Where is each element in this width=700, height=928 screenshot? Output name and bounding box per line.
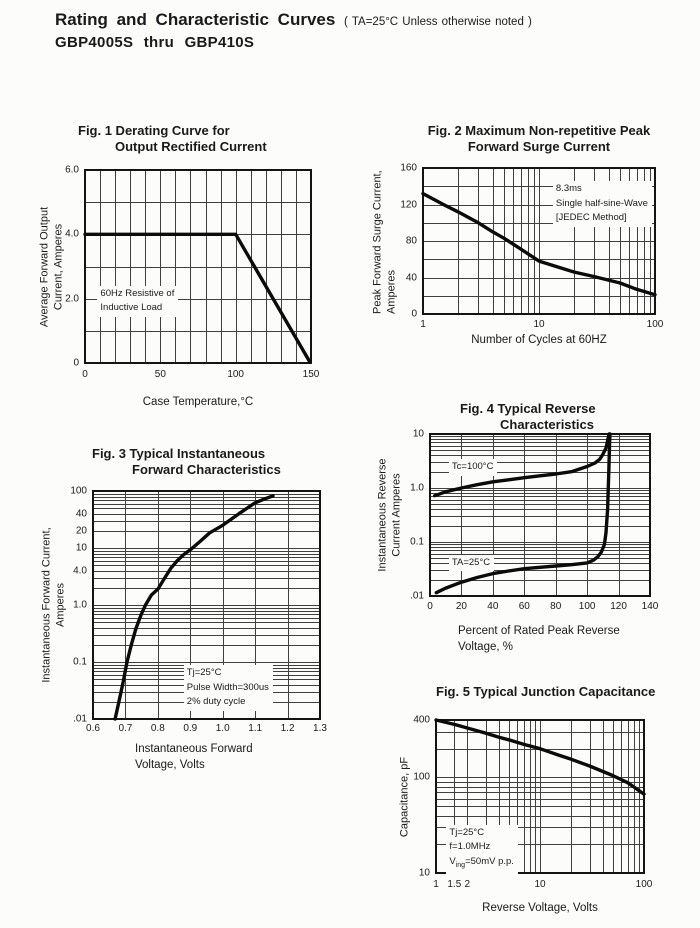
fig3-x-tick: 0.9 xyxy=(183,723,198,734)
fig3-forward-characteristics-chart xyxy=(30,442,370,787)
x-axis-label-line: Reverse Voltage, Volts xyxy=(482,902,598,914)
fig4-y-axis-label xyxy=(377,434,404,596)
fig2-x-tick: 100 xyxy=(646,319,664,330)
fig1-title xyxy=(30,123,365,155)
x-axis-label-line: Case Temperature,°C xyxy=(142,396,254,408)
fig4-x-tick: 0 xyxy=(427,601,433,612)
fig4-x-tick: 20 xyxy=(455,601,467,612)
fig3-y-tick: 20 xyxy=(75,525,87,537)
y-axis-label-line: Average Forward Output xyxy=(38,206,51,327)
fig5-x-tick: 100 xyxy=(635,879,653,890)
annotation-line: Pulse Width=300us xyxy=(186,681,269,693)
fig1-y-tick: 2.0 xyxy=(65,293,79,305)
fig3-x-tick: 0.6 xyxy=(86,723,100,734)
fig5-y-axis-label xyxy=(398,720,412,873)
fig2-title xyxy=(423,123,655,155)
fig2-x-tick: 1 xyxy=(420,319,426,330)
fig5-y-tick: 100 xyxy=(413,771,430,783)
y-axis-label-line: Instantaneous Reverse xyxy=(376,458,389,572)
fig5-junction-capacitance-chart xyxy=(368,676,690,928)
annotation-line: $V_{ing}=50mV$ p.p. xyxy=(449,855,514,869)
fig1-x-tick: 100 xyxy=(227,369,244,380)
fig4-reverse-characteristics-chart xyxy=(368,396,690,681)
annotation-line: 8.3ms xyxy=(555,183,582,195)
fig2-x-axis-label xyxy=(471,332,607,348)
fig4-x-axis-label xyxy=(458,623,620,655)
pulse-condition-note xyxy=(184,665,273,711)
fig3-x-tick: 1.2 xyxy=(280,723,295,734)
annotation-line: Tc=100°C xyxy=(451,461,494,473)
y-axis-label-line: Instantaneous Forward Current, xyxy=(40,527,53,683)
x-axis-label-line: Voltage, % xyxy=(458,641,513,653)
fig2-y-tick: 120 xyxy=(400,199,417,210)
page-title-row xyxy=(55,10,532,30)
x-axis-label-line: Number of Cycles at 60HZ xyxy=(471,334,607,346)
fig3-y-tick: 4.0 xyxy=(73,565,87,577)
fig1-title-line: Output Rectified Current xyxy=(115,139,267,154)
fig5-x-axis-label xyxy=(482,900,598,916)
fig4-title-line: Characteristics xyxy=(500,417,594,432)
fig3-x-tick: 1.0 xyxy=(215,723,230,734)
fig2-x-tick: 10 xyxy=(533,319,545,330)
y-axis-label-line: Capacitance, pF xyxy=(398,756,411,837)
annotation-line: 2% duty cycle xyxy=(186,696,246,708)
page-title: Rating and Characteristic Curves xyxy=(55,10,336,29)
fig1-x-tick: 50 xyxy=(154,369,166,380)
y-axis-label-line: Current, Amperes xyxy=(52,223,64,310)
fig1-y-tick: 0 xyxy=(73,357,79,369)
fig3-y-tick: 100 xyxy=(70,485,87,497)
fig5-title xyxy=(436,684,656,700)
fig3-title xyxy=(30,446,370,478)
fig2-title-line: Forward Surge Current xyxy=(467,139,611,154)
fig3-x-tick: 1.3 xyxy=(313,723,327,734)
fig3-y-tick: 10 xyxy=(75,542,87,554)
y-axis-label-line: Current Amperes xyxy=(390,473,402,557)
annotation-line: Inductive Load xyxy=(100,302,163,314)
ta-25c-label xyxy=(449,555,494,572)
fig5-x-tick: 1 xyxy=(433,879,439,890)
fig3-x-tick: 0.8 xyxy=(150,723,165,734)
annotation-line: Tj=25°C xyxy=(449,826,485,838)
fig2-y-tick: 160 xyxy=(400,162,417,174)
page-subtitle: GBP4005S thru GBP410S xyxy=(55,34,255,51)
fig3-x-tick: 1.1 xyxy=(248,723,263,734)
fig4-y-tick: 10 xyxy=(412,428,424,440)
fig1-x-tick: 0 xyxy=(82,369,88,380)
x-axis-label-line: Instantaneous Forward xyxy=(135,743,253,755)
fig3-title-line: Fig. 3 Typical Instantaneous xyxy=(92,446,266,461)
fig3-title-line: Forward Characteristics xyxy=(132,462,281,477)
fig2-y-tick: 0 xyxy=(411,308,417,320)
fig2-title-line: Fig. 2 Maximum Non-repetitive Peak xyxy=(427,123,651,138)
fig4-y-tick: 0.1 xyxy=(410,536,424,548)
fig2-y-tick: 40 xyxy=(405,272,417,283)
capacitance-condition-note xyxy=(446,825,518,874)
fig5-y-tick: 10 xyxy=(418,867,430,879)
annotation-line: TA=25°C xyxy=(451,556,491,568)
fig5-x-tick: 10 xyxy=(534,879,546,890)
surge-condition-note xyxy=(553,181,652,227)
fig5-x-tick: 2 xyxy=(464,879,471,890)
annotation-line: Single half-sine-Wave xyxy=(555,197,648,209)
plot-background xyxy=(85,170,311,363)
fig1-derating-curve-chart xyxy=(30,118,365,428)
fig1-x-tick: 150 xyxy=(302,369,320,380)
fig2-y-tick: 80 xyxy=(405,235,417,247)
fig1-x-axis-label xyxy=(143,394,254,410)
fig4-y-tick: 1.0 xyxy=(410,482,424,494)
load-condition-note xyxy=(97,286,178,317)
page-title-note: ( TA=25°C Unless otherwise noted ) xyxy=(344,16,532,28)
y-axis-label-line: Peak Forward Surge Current, xyxy=(371,170,384,314)
fig1-y-tick: 4.0 xyxy=(65,228,79,240)
fig4-y-tick: .01 xyxy=(410,590,424,602)
fig4-x-tick: 120 xyxy=(610,601,627,612)
fig2-surge-current-chart xyxy=(368,118,690,358)
page-header xyxy=(55,10,532,51)
fig4-title-line: Fig. 4 Typical Reverse xyxy=(460,401,596,416)
fig3-y-tick: 40 xyxy=(75,508,87,520)
y-axis-label-line: Amperes xyxy=(385,269,397,314)
fig4-x-tick: 80 xyxy=(550,601,562,612)
fig3-y-tick: 0.1 xyxy=(73,656,87,668)
fig1-plot-area xyxy=(85,170,311,363)
tc-100c-label xyxy=(449,459,498,476)
fig3-x-axis-label xyxy=(135,741,253,773)
fig4-x-tick: 100 xyxy=(578,601,596,612)
fig5-y-tick: 400 xyxy=(413,714,430,726)
annotation-line: 60Hz Resistive of xyxy=(100,287,175,299)
annotation-line: f=1.0MHz xyxy=(449,841,491,853)
y-axis-label-line: Amperes xyxy=(54,582,66,628)
fig4-x-tick: 40 xyxy=(487,601,499,612)
x-axis-label-line: Percent of Rated Peak Reverse xyxy=(458,625,620,637)
fig3-y-tick: .01 xyxy=(73,713,87,725)
fig5-x-tick: 1.5 xyxy=(447,879,462,890)
fig1-title-line: Fig. 1 Derating Curve for xyxy=(78,123,230,138)
fig3-y-tick: 1.0 xyxy=(73,599,87,611)
fig4-x-tick: 140 xyxy=(641,601,659,612)
fig3-x-tick: 0.7 xyxy=(118,723,133,734)
fig4-x-tick: 60 xyxy=(518,601,530,612)
x-axis-label-line: Voltage, Volts xyxy=(135,759,205,771)
fig1-y-axis-label xyxy=(39,170,66,363)
fig5-title-line: Fig. 5 Typical Junction Capacitance xyxy=(436,684,656,699)
annotation-line: Tj=25°C xyxy=(186,667,222,679)
fig1-y-tick: 6.0 xyxy=(65,164,79,176)
annotation-line: [JEDEC Method] xyxy=(555,212,627,224)
